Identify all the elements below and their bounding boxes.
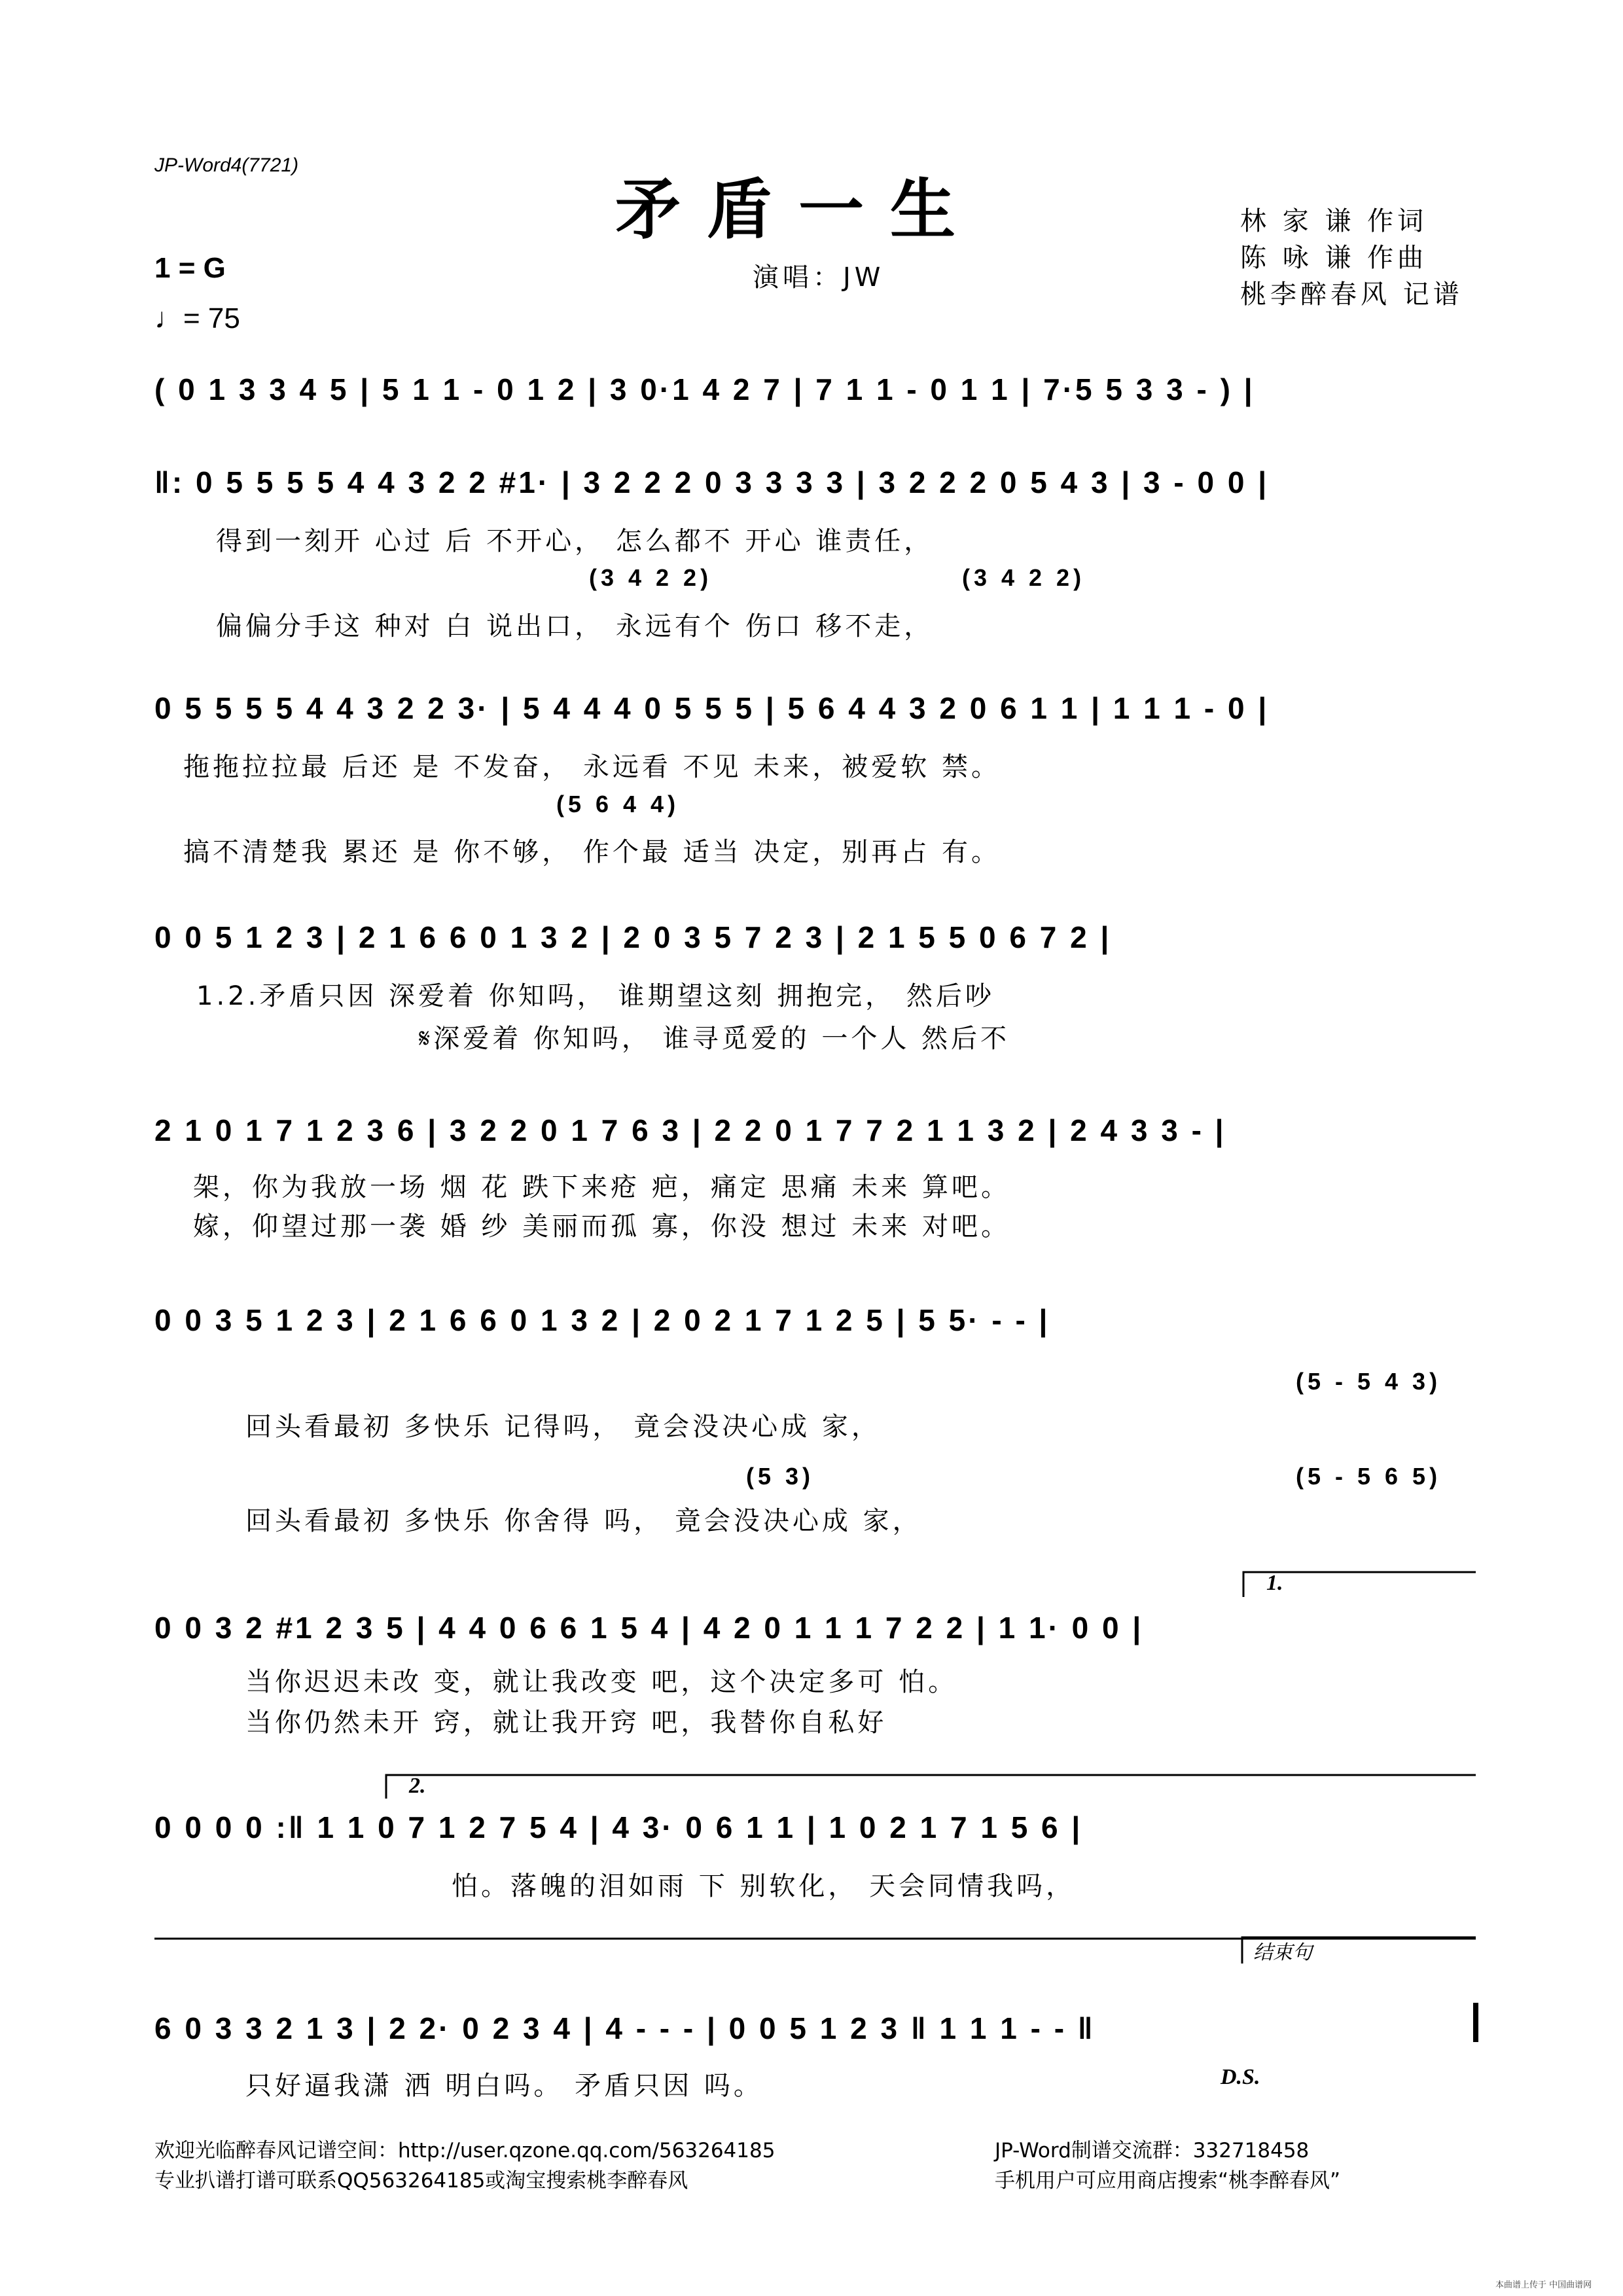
volta-2-label: 2. [409, 1774, 426, 1798]
page-title: 矛盾一生 [615, 171, 982, 248]
system-5-lyric-2: 嫁，仰望过那一袭 婚 纱 美丽而孤 寡，你没 想过 未来 对吧。 [193, 1211, 1011, 1242]
system-9-notes: 6 0 3 3 2 1 3 | 2 2· 0 2 3 4 | 4 - - - | 0 0 5 1 2 3 ‖ 1 1 1 - - ‖ [154, 2011, 1096, 2045]
system-6-alt-3: (5 - 5 6 5) [1296, 1463, 1442, 1490]
system-8-lyric-1: 怕。落魄的泪如雨 下 别软化， 天会同情我吗， [452, 1871, 1076, 1901]
footer-right-1: JP-Word制谱交流群：332718458 [995, 2139, 1310, 2162]
system-4-notes: 0 0 5 1 2 3 | 2 1 6 6 0 1 3 2 | 2 0 3 5 7 2 3 | 2 1 5 5 0 6 7 2 | [154, 920, 1112, 954]
system-5-lyric-1: 架，你为我放一场 烟 花 跌下来疮 疤，痛定 思痛 未来 算吧。 [193, 1172, 1011, 1202]
footer-left-1: 欢迎光临醉春风记谱空间：http://user.qzone.qq.com/563264185 [154, 2139, 776, 2162]
system-7-lyric-1: 当你迟迟未改 变，就让我改变 吧，这个决定多可 怕。 [245, 1667, 958, 1697]
system-7-notes: 0 0 3 2 #1 2 3 5 | 4 4 0 6 6 1 5 4 | 4 2 0 1 1 1 7 2 2 | 1 1· 0 0 | [154, 1611, 1144, 1645]
performer-credit: 演唱：JW [753, 262, 885, 293]
volta-2-bracket [386, 1775, 1476, 1799]
tempo-mark: ♩= 75 [154, 302, 240, 334]
system-8-notes: 0 0 0 0 :‖ 1 1 0 7 1 2 7 5 4 | 4 3· 0 6 1 1 | 1 0 2 1 7 1 5 6 | [154, 1810, 1083, 1844]
system-6-alt-1: (5 - 5 4 3) [1296, 1368, 1442, 1395]
system-2-alt-1: (3 4 2 2) [589, 564, 713, 591]
lyricist-credit: 林 家 谦 作词 [1240, 206, 1428, 236]
footer-left-2: 专业扒谱打谱可联系QQ563264185或淘宝搜索桃李醉春风 [154, 2169, 688, 2193]
composer-credit: 陈 咏 谦 作曲 [1240, 243, 1428, 273]
system-2-alt-2: (3 4 2 2) [962, 564, 1086, 591]
system-5-notes: 2 1 0 1 7 1 2 3 6 | 3 2 2 0 1 7 6 3 | 2 2 0 1 7 7 2 1 1 3 2 | 2 4 3 3 - | [154, 1113, 1226, 1147]
system-3-lyric-2: 搞不清楚我 累还 是 你不够， 作个最 适当 决定，别再占 有。 [183, 837, 1001, 867]
system-2-lyric-1: 得到一刻开 心过 后 不开心， 怎么都不 开心 谁责任， [216, 526, 934, 556]
watermark: 本曲谱上传于 中国曲谱网 [1495, 2280, 1592, 2290]
system-6-notes: 0 0 3 5 1 2 3 | 2 1 6 6 0 1 3 2 | 2 0 2 1 7 1 2 5 | 5 5· - - | [154, 1303, 1050, 1337]
coda-label: 结束句 [1253, 1942, 1312, 1964]
system-6-lyric-1: 回头看最初 多快乐 记得吗， 竟会没决心成 家， [245, 1412, 881, 1442]
system-9-lyric-1: 只好逼我潇 洒 明白吗。 矛盾只因 吗。 [245, 2071, 763, 2101]
ds-mark: D.S. [1221, 2065, 1260, 2089]
system-6-lyric-2: 回头看最初 多快乐 你舍得 吗， 竟会没决心成 家， [245, 1506, 922, 1536]
system-4-lyric-1: 1.2.矛盾只因 深爱着 你知吗， 谁期望这刻 拥抱完， 然后吵 [196, 981, 995, 1011]
software-label: JP-Word4(7721) [154, 154, 299, 176]
system-3-notes: 0 5 5 5 5 4 4 3 2 2 3· | 5 4 4 4 0 5 5 5 | 5 6 4 4 3 2 0 6 1 1 | 1 1 1 - 0 | [154, 691, 1270, 725]
system-2-notes: ‖: 0 5 5 5 5 4 4 3 2 2 #1· | 3 2 2 2 0 3 3 3 3 | 3 2 2 2 0 5 4 3 | 3 - 0 0 | [154, 465, 1270, 499]
volta-1-bracket [1243, 1572, 1476, 1597]
system-6-alt-2: (5 3) [746, 1463, 815, 1490]
volta-1-label: 1. [1266, 1571, 1283, 1595]
system-1-notes: ( 0 1 3 3 4 5 | 5 1 1 - 0 1 2 | 3 0·1 4 2 7 | 7 1 1 - 0 1 1 | 7·5 5 3 3 - ) | [154, 372, 1255, 406]
system-7-lyric-2: 当你仍然未开 窍，就让我开窍 吧，我替你自私好 [245, 1708, 887, 1738]
footer-right-2: 手机用户可应用商店搜索“桃李醉春风” [995, 2169, 1341, 2193]
transcriber-credit: 桃李醉春风 记谱 [1240, 279, 1463, 310]
system-2-lyric-2: 偏偏分手这 种对 白 说出口， 永远有个 伤口 移不走， [216, 611, 934, 641]
system-3-alt-1: (5 6 4 4) [556, 791, 680, 817]
coda-bracket [1242, 1937, 1476, 1964]
system-3-lyric-1: 拖拖拉拉最 后还 是 不发奋， 永远看 不见 未来，被爱软 禁。 [183, 752, 1001, 782]
key-signature: 1 = G [154, 252, 226, 284]
system-4-lyric-2: 𝄋深爱着 你知吗， 谁寻觅爱的 一个人 然后不 [419, 1024, 1010, 1054]
